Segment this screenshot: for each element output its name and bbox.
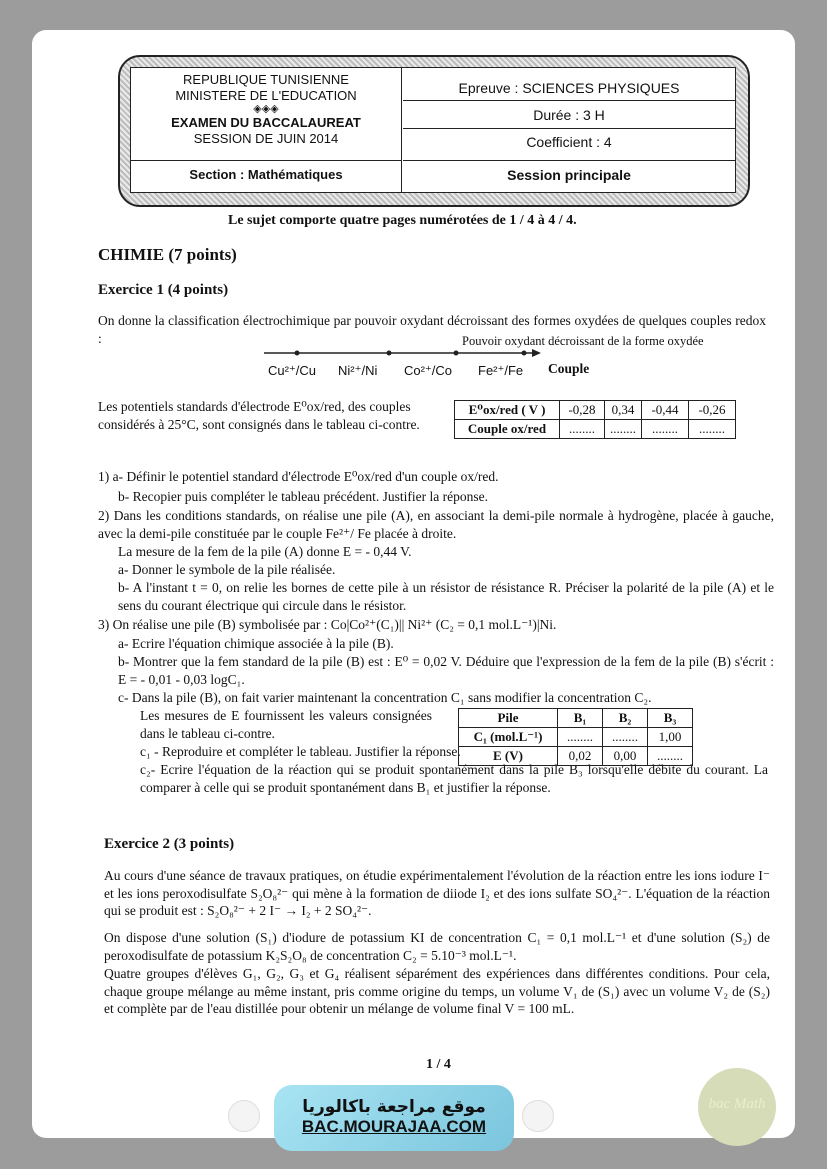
couple-cu: Cu²⁺/Cu [268, 363, 317, 378]
pile-table [458, 708, 693, 766]
couple-fe: Fe²⁺/Fe [478, 363, 524, 378]
question-3c-text: Les mesures de E fournissent les valeurs consignées dans le tableau ci-contre. [140, 708, 432, 741]
left-logo-icon [228, 1100, 260, 1132]
potentials-text: Les potentiels standards d'électrode E⁰ox/red, des couples considérés à 25°C, sont consignés dans le tableau ci-contre. [98, 399, 420, 432]
table2-cell: 0,00 [603, 747, 648, 766]
header-ornament: ◈◈◈ [253, 103, 279, 115]
header-epreuve: Epreuve : SCIENCES PHYSIQUES [458, 80, 680, 96]
potentials-table [454, 400, 736, 439]
header-republic: REPUBLIQUE TUNISIENNE [183, 72, 349, 87]
table1-row1-head: E⁰ox/red ( V ) [455, 401, 560, 420]
chimie-title: CHIMIE (7 points) [98, 245, 237, 264]
table2-head: B₂ [603, 709, 648, 728]
site-url[interactable]: BAC.MOURAJAA.COM [301, 1117, 487, 1136]
table2-cell: ........ [603, 728, 648, 747]
site-arabic-title: موقع مراجعة باكالوريا [302, 1097, 486, 1117]
table2-head: Pile [459, 709, 558, 728]
question-3b: b- Montrer que la fem standard de la pile (B) est : E⁰ = 0,02 V. Déduire que l'expression de la fem de la pile (B) s'écrit : E = - 0,01 - 0,03 logC₁. [118, 654, 774, 687]
site-banner[interactable] [274, 1085, 514, 1151]
question-2a: a- Donner le symbole de la pile réalisée. [118, 562, 336, 577]
question-1a: 1) a- Définir le potentiel standard d'électrode E⁰ox/red d'un couple ox/red. [98, 469, 499, 484]
table1-row2-head: Couple ox/red [455, 420, 560, 439]
table2-head: B₁ [558, 709, 603, 728]
table1-cell: ........ [689, 420, 736, 439]
header-right [403, 68, 735, 192]
table2-row1-head: C₁ (mol.L⁻¹) [459, 728, 558, 747]
question-3c: c- Dans la pile (B), on fait varier maintenant la concentration C₁ sans modifier la concentration C₂. [118, 690, 652, 705]
table2-row2-head: E (V) [459, 747, 558, 766]
header-duree: Durée : 3 H [533, 107, 605, 123]
question-1b: b- Recopier puis compléter le tableau précédent. Justifier la réponse. [118, 489, 488, 504]
table2-cell: 0,02 [558, 747, 603, 766]
ex1-title: Exercice 1 (4 points) [98, 282, 229, 298]
table2-head: B₃ [648, 709, 693, 728]
table1-cell: ........ [560, 420, 605, 439]
question-2b: b- A l'instant t = 0, on relie les bornes de cette pile à un résistor de résistance R. Préciser la polarité de la pile (A) et le sens du courant électrique qui circule dans le résistor. [118, 580, 774, 613]
question-3a: a- Ecrire l'équation chimique associée à la pile (B). [118, 636, 394, 651]
question-3: 3) On réalise une pile (B) symbolisée par : Co|Co²⁺(C₁)|| Ni²⁺ (C₂ = 0,1 mol.L⁻¹)|Ni. [98, 617, 557, 632]
table2-cell: ........ [648, 747, 693, 766]
couple-label: Couple [548, 361, 590, 376]
header-session: Session principale [507, 167, 631, 183]
header-session-date: SESSION DE JUIN 2014 [193, 130, 339, 146]
header-ministry: MINISTERE DE L'EDUCATION [175, 87, 357, 103]
table1-cell: -0,26 [689, 401, 736, 420]
table2-cell: 1,00 [648, 728, 693, 747]
couple-co: Co²⁺/Co [404, 363, 453, 378]
bacmath-badge [698, 1068, 776, 1146]
header-coefficient: Coefficient : 4 [526, 134, 612, 150]
table1-cell: ........ [605, 420, 642, 439]
question-2: 2) Dans les conditions standards, on réalise une pile (A), en associant la demi-pile normale à hydrogène, placée à gauche, avec la demi-pile constituée par le couple Fe²⁺/ Fe placée à droite. [98, 508, 774, 541]
ex1-intro: On donne la classification électrochimique par pouvoir oxydant décroissant des formes oxydées de quelques couples redox : [98, 313, 766, 346]
table1-cell: -0,44 [642, 401, 689, 420]
bacmath-text: bac Math [708, 1096, 766, 1112]
couple-ni: Ni²⁺/Ni [338, 363, 378, 378]
ex2-paragraph-1: Au cours d'une séance de travaux pratiques, on étudie expérimentalement l'évolution de la réaction entre les ions iodure I⁻ et les ions peroxodisulfate S₂O₈²⁻ qui mène à la formation de diiode I₂ et des ions sulfate SO₄²⁻. L'équation de la réaction qui se produit est : S₂O₈²⁻ + 2 I⁻ → I₂ + 2 SO₄²⁻. [104, 868, 770, 918]
page-number: 1 / 4 [426, 1057, 451, 1072]
axis-label: Pouvoir oxydant décroissant de la forme oxydée [462, 334, 704, 348]
table1-cell: ........ [642, 420, 689, 439]
ex2-paragraph-2: On dispose d'une solution (S₁) d'iodure de potassium KI de concentration C₁ = 0,1 mol.L⁻¹ et d'une solution (S₂) de peroxodisulfate de potassium K₂S₂O₈ de concentration C₂ = 5.10⁻³ mol.L⁻¹. [104, 930, 770, 963]
question-3c2: c₂- Ecrire l'équation de la réaction qui se produit spontanément dans la pile B₃ lorsqu'elle débite du courant. La comparer à celle qui se produit spontanément dans B₁ et justifier la réponse. [140, 762, 768, 795]
document-page [32, 30, 795, 1138]
question-2-fem: La mesure de la fem de la pile (A) donne E = - 0,44 V. [118, 544, 412, 559]
intro-note: Le sujet comporte quatre pages numérotées de 1 / 4 à 4 / 4. [228, 213, 577, 228]
question-3c1: c₁ - Reproduire et compléter le tableau. Justifier la réponse. [140, 744, 461, 759]
header-exam: EXAMEN DU BACCALAUREAT [171, 115, 361, 130]
table1-cell: 0,34 [605, 401, 642, 420]
header-left [131, 68, 402, 192]
ex2-title: Exercice 2 (3 points) [104, 836, 235, 852]
table1-cell: -0,28 [560, 401, 605, 420]
header-box [130, 67, 736, 193]
table2-cell: ........ [558, 728, 603, 747]
ex2-paragraph-3: Quatre groupes d'élèves G₁, G₂, G₃ et G₄ réalisent séparément des expériences dans différentes conditions. Pour cela, chaque groupe mélange au même instant, pris comme origine du temps, un volume V₁ de (S₁) avec un volume V₂ de (S₂) et complète par de l'eau distillée pour obtenir un mélange de volume final V = 100 mL. [104, 966, 770, 1016]
classification-axis [262, 346, 542, 360]
header-section: Section : Mathématiques [189, 167, 343, 182]
right-logo-icon [522, 1100, 554, 1132]
